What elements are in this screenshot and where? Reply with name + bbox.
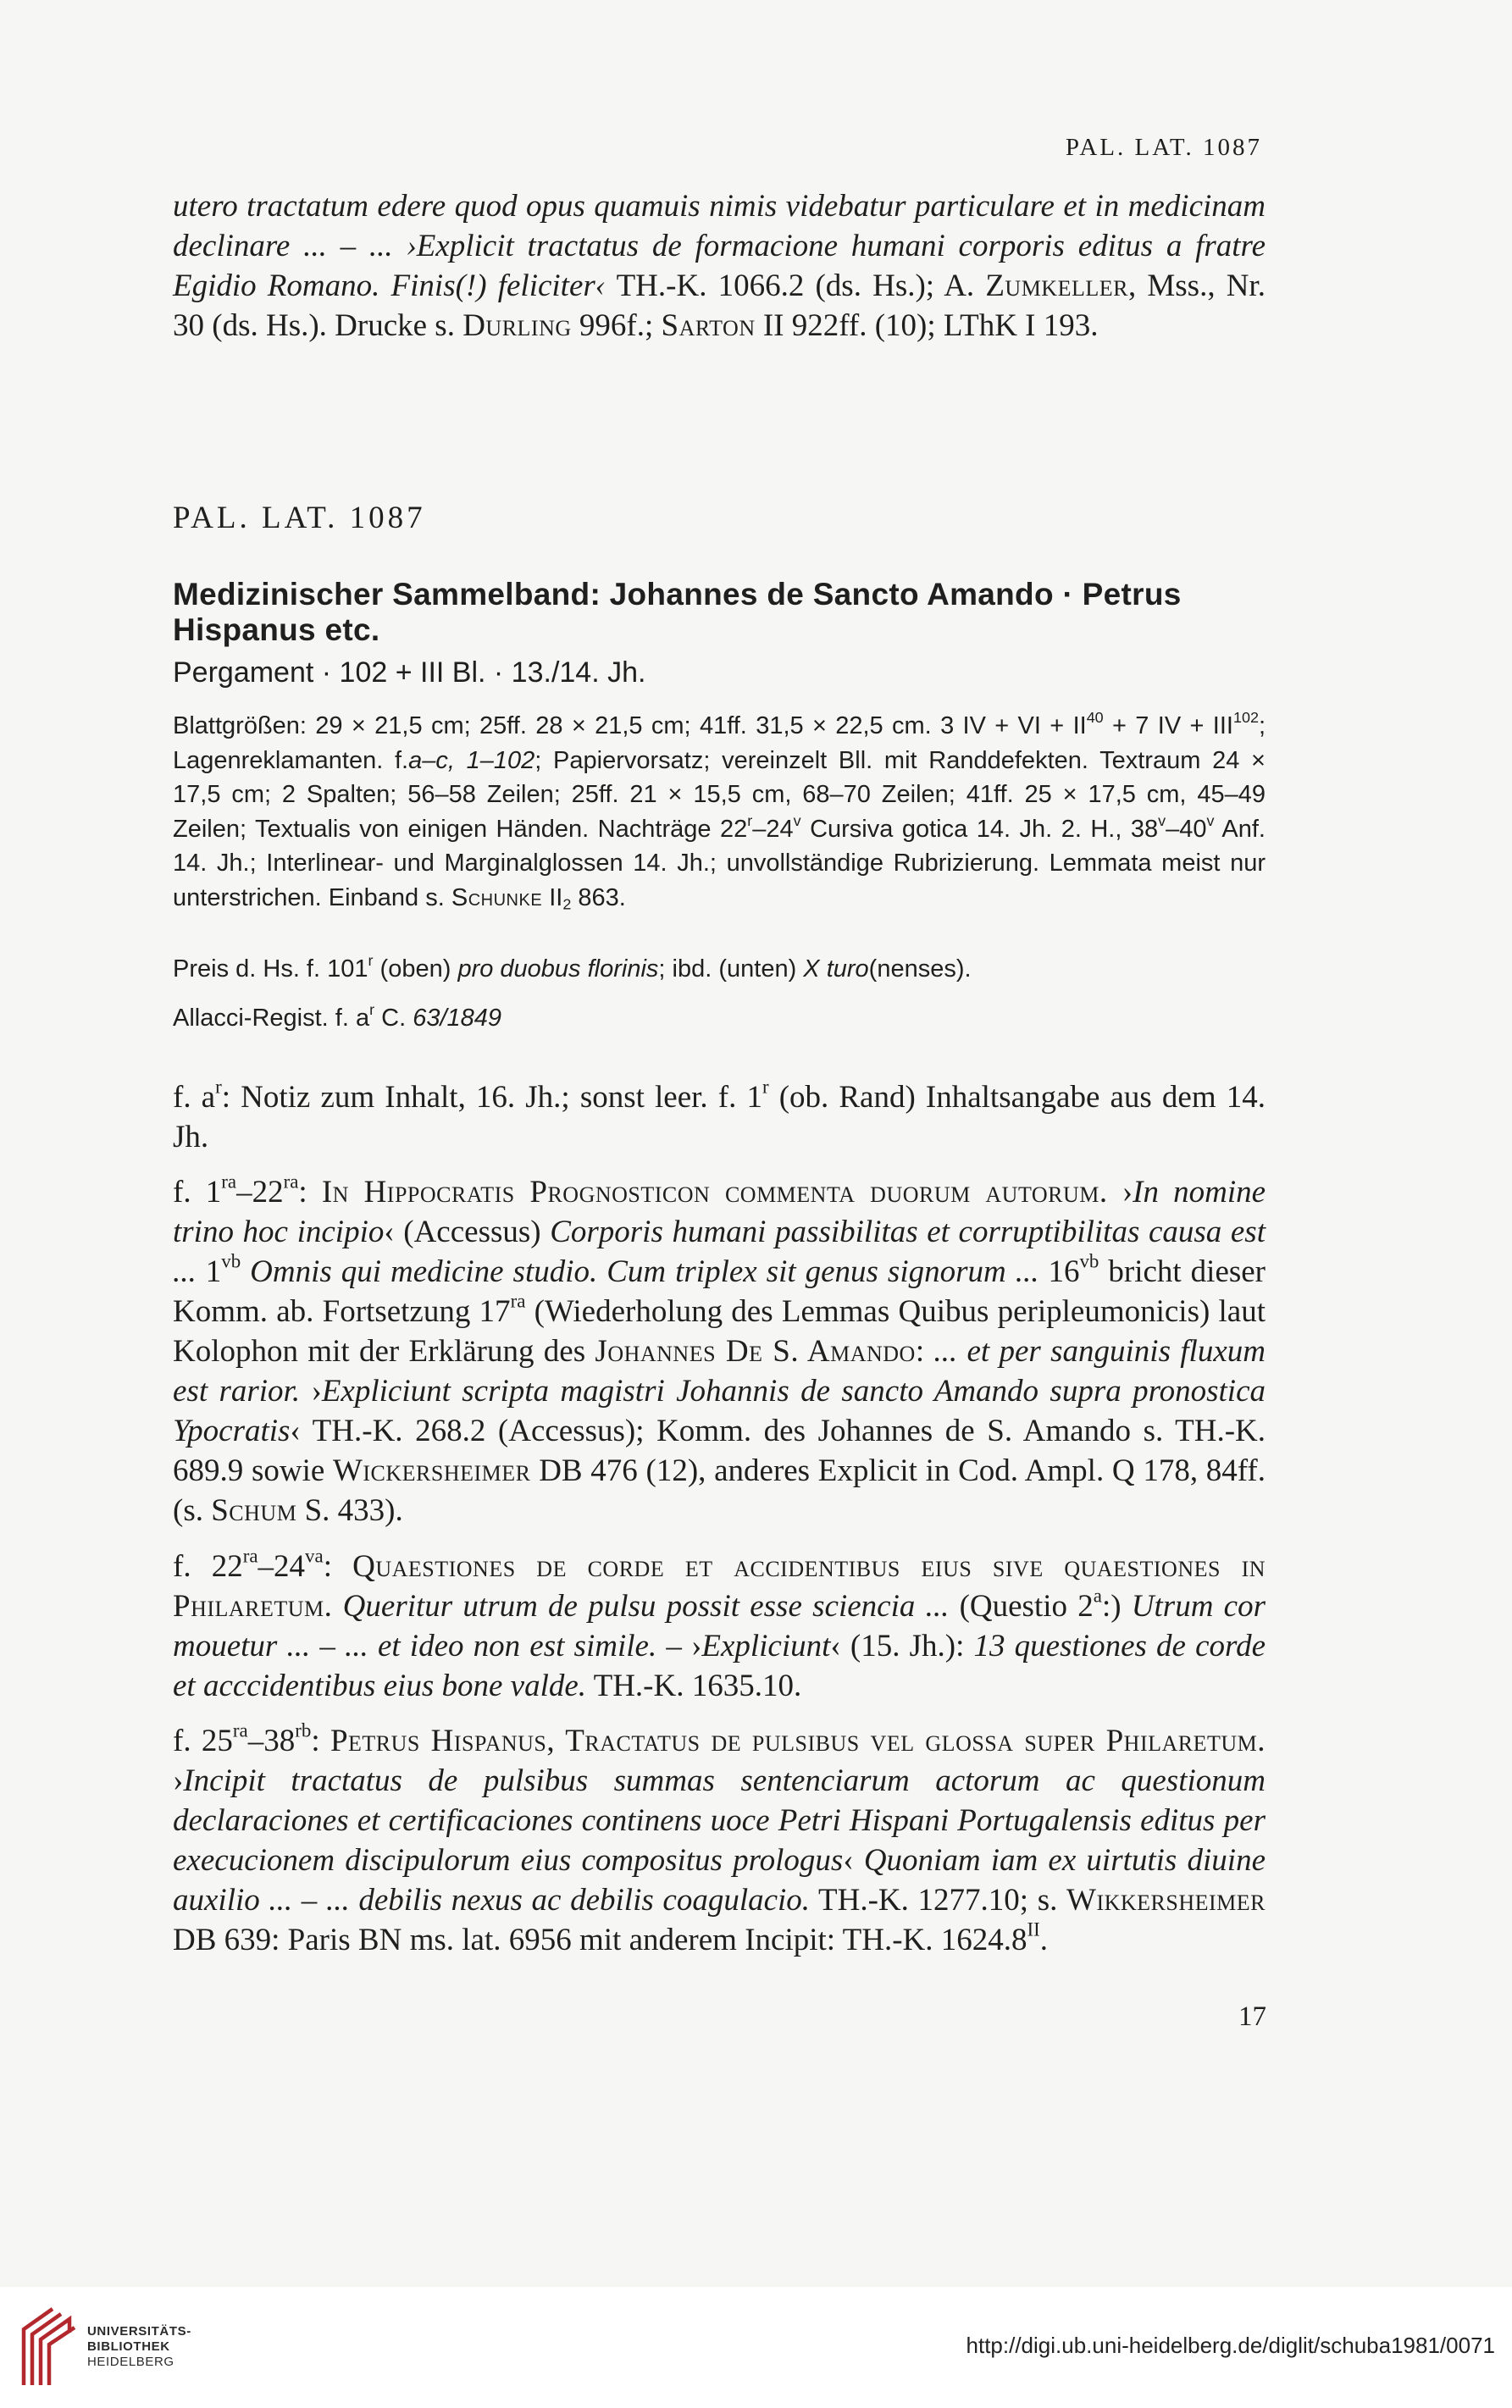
entry-paragraph: f. $22^{ra}-24^{va}$: Quaestiones de corde et accidentibus eius sive quaestiones in Philaretum. Queritur utrum de pulsu possit esse sciencia ... (Questio 2$^a$:) Utrum cor mouetur ... – ... et ideo non est simile. – ›Expliciunt‹ (15. Jh.): 13 questiones de corde et acccidentibus eius bone valde. TH.-K. 1635.10. bbox=[173, 1545, 1266, 1703]
intro-paragraph: utero tractatum edere quod opus quamuis nimis videbatur particulare et in medicinam declinare ... – ... ›Explicit tractatus de formacione humani corporis editus a fratre Egidio Romano. Finis(!) feliciter‹ TH.-K. 1066.2 (ds. Hs.); A. Zumkeller, Mss., Nr. 30 (ds. Hs.). Drucke s. Durling 996f.; Sarton II 922ff. (10); LThK I 193. bbox=[173, 189, 1266, 343]
page-number: 17 bbox=[1238, 2001, 1266, 2032]
manuscript-title: Medizinischer Sammelband: Johannes de Sancto Amando · Petrus Hispanus etc. bbox=[173, 577, 1182, 647]
library-logo-text: UNIVERSITÄTS- BIBLIOTHEK HEIDELBERG bbox=[87, 2324, 191, 2369]
entry-paragraph: f. $25^{ra}-38^{rb}$: Petrus Hispanus, Tractatus de pulsibus vel glossa super Philaretum. ›Incipit tractatus de pulsibus summas sentenciarum actorum ac questionum declaraciones et certificaciones continens uoce Petri Hispani Portugalensis editus per execucionem discipulorum eius compositus prologus‹ Quoniam iam ex uirtutis diuine auxilio ... – ... debilis nexus ac debilis coagulacio. TH.-K. 1277.10; s. Wikkersheimer DB 639: Paris BN ms. lat. 6956 mit anderem Incipit: TH.-K. $1624.8^{II}$. bbox=[173, 1719, 1266, 1957]
library-logo-icon bbox=[19, 2304, 80, 2393]
running-head: PAL. LAT. 1087 bbox=[1065, 134, 1262, 161]
price-note: Preis d. Hs. f. 101$^r$ (oben) pro duobus florinis; ibd. (unten) X turo(nenses). bbox=[173, 952, 972, 983]
entry-paragraph: f. $1^{ra}-22^{ra}$: In Hippocratis Prognosticon commenta duorum autorum. ›In nomine trino hoc incipio‹ (Accessus) Corporis humani passibilitas et corruptibilitas causa est ... $1^{vb}$ Omnis qui medicine studio. Cum triplex sit genus signorum ... $16^{vb}$ bricht dieser Komm. ab. Fortsetzung $17^{ra}$ (Wiederholung des Lemmas Quibus peripleumonicis) laut Kolophon mit der Erklärung des Johannes De S. Amando: ... et per sanguinis fluxum est rarior. ›Expliciunt scripta magistri Johannis de sancto Amando supra pronostica Ypocratis‹ TH.-K. 268.2 (Accessus); Komm. des Johannes de S. Amando s. TH.-K. 689.9 sowie Wickersheimer DB 476 (12), anderes Explicit in Cod. Ampl. Q 178, 84ff. (s. Schum S. 433). bbox=[173, 1171, 1266, 1528]
permalink-link[interactable]: http://digi.ub.uni-heidelberg.de/diglit/schuba1981/0071 bbox=[966, 2333, 1495, 2358]
footer-bar bbox=[0, 2287, 1512, 2408]
allacci-note: Allacci-Regist. f. $a^r$ C. 63/1849 bbox=[173, 1001, 502, 1032]
codicology-paragraph: Blattgrößen: 29 × 21,5 cm; 25ff. 28 × 21,5 cm; 41ff. 31,5 × 22,5 cm. 3 IV + VI + $II^{40} + 7$ IV + $III^{102}$; Lagenreklamanten. f.a–c, 1–102; Papiervorsatz; vereinzelt Bll. mit Randdefekten. Textraum 24 × 17,5 cm; 2 Spalten; 56–58 Zeilen; 25ff. 21 × 15,5 cm, 68–70 Zeilen; 41ff. 25 × 17,5 cm, 45–49 Zeilen; Textualis von einigen Händen. Nachträge 22$^r$–24$^v$ Cursiva gotica 14. Jh. 2. H., 38$^v$–40$^v$ Anf. 14. Jh.; Interlinear- und Marginalglossen 14. Jh.; unvollständige Rubrizierung. Lemmata meist nur unterstrichen. Einband s. Schunke $II_2$ 863. bbox=[173, 709, 1266, 912]
entry-paragraph: f. $a^r$: Notiz zum Inhalt, 16. Jh.; sonst leer. f. 1$^r$ (ob. Rand) Inhaltsangabe aus dem 14. Jh. bbox=[173, 1076, 1266, 1154]
section-heading: PAL. LAT. 1087 bbox=[173, 501, 426, 535]
material-line: Pergament · 102 + III Bl. · 13./14. Jh. bbox=[173, 656, 646, 689]
